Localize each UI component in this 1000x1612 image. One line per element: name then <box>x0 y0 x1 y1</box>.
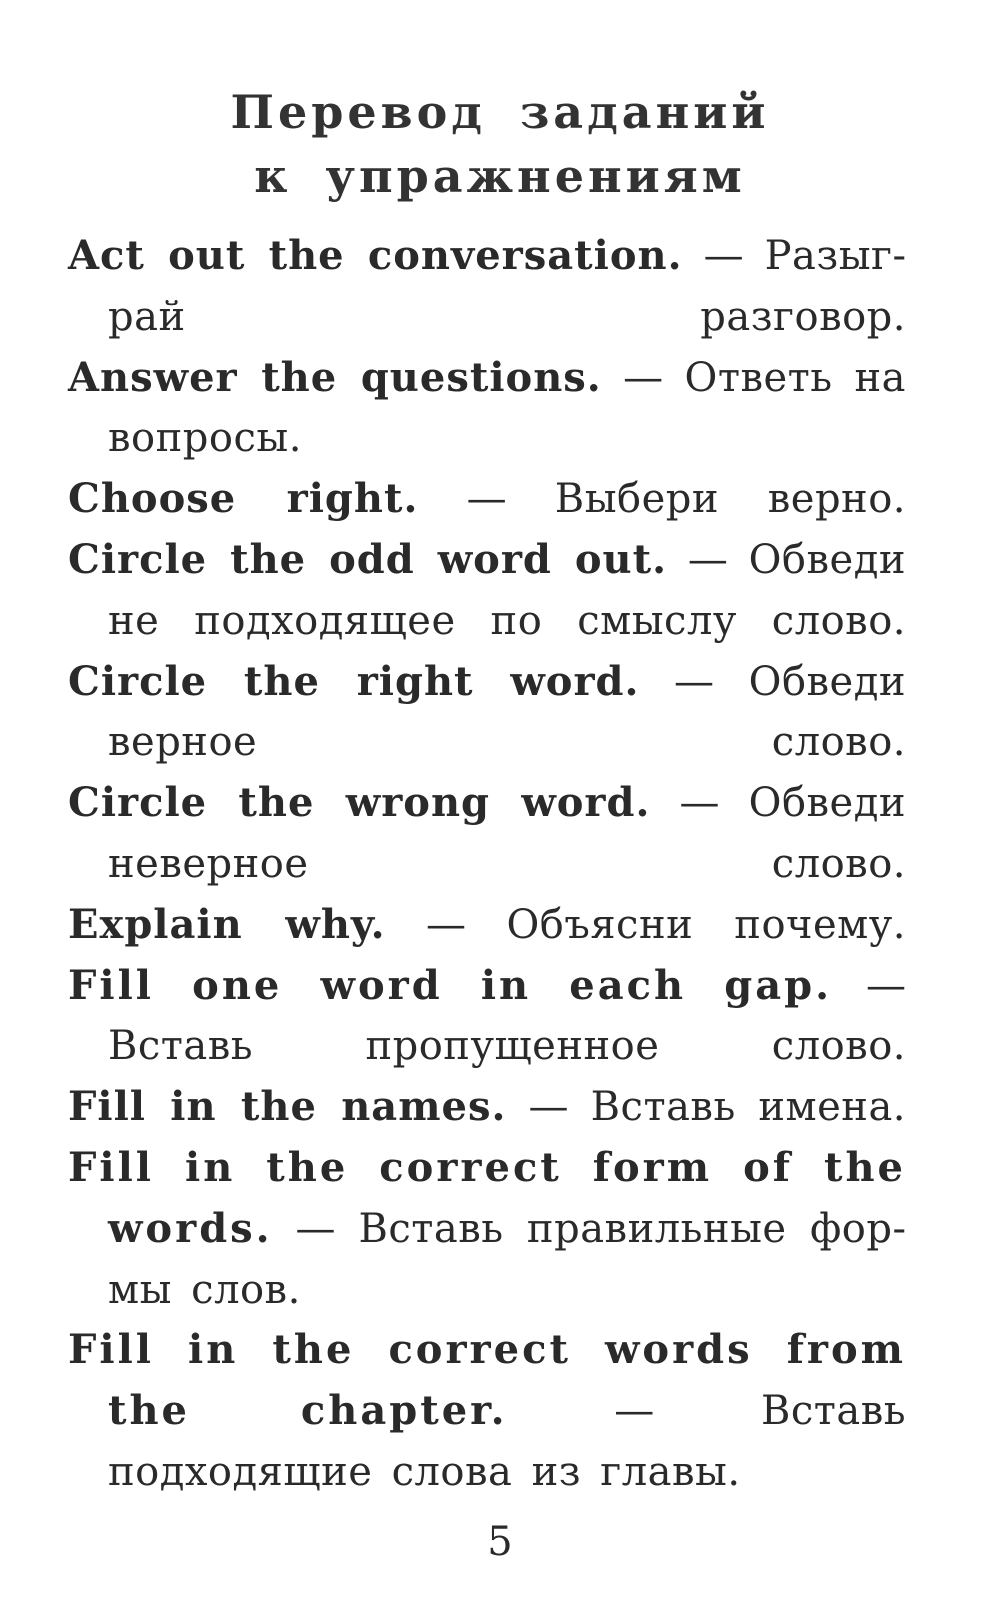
russian-translation: Обведи неверное слово. <box>108 780 907 887</box>
russian-translation: Вставь имена. <box>590 1084 906 1131</box>
glossary-entry <box>68 956 906 1078</box>
em-dash: — <box>679 780 720 827</box>
glossary-entry <box>68 348 906 470</box>
english-instruction: Circle the wrong word. <box>68 779 651 827</box>
russian-translation: Обведи не подходящее по смыслу слово. <box>108 536 906 644</box>
glossary-entry <box>68 895 906 956</box>
english-instruction: Answer the questions. <box>68 353 602 401</box>
em-dash: — <box>295 1205 336 1252</box>
russian-translation: Разыграй разговор. <box>108 233 907 340</box>
em-dash: — <box>614 1388 655 1435</box>
glossary-entry <box>68 1138 906 1320</box>
english-instruction: Explain why. <box>68 900 386 948</box>
page-title-line-2: к упражнениям <box>254 149 746 203</box>
russian-translation: Выбери верно. <box>554 476 906 523</box>
english-instruction: Circle the right word. <box>68 657 640 705</box>
em-dash: — <box>674 658 715 705</box>
english-instruction: Fill in the correct form of the words. <box>68 1143 906 1252</box>
glossary-entry <box>68 226 906 348</box>
russian-translation: Обведи верное слово. <box>108 658 907 766</box>
page-number: 5 <box>487 1519 513 1565</box>
glossary-entry <box>68 1077 906 1138</box>
english-instruction: Fill one word in each gap. <box>68 961 833 1009</box>
glossary-entry <box>68 773 906 895</box>
instruction-glossary <box>68 226 906 1503</box>
glossary-entry <box>68 469 906 530</box>
em-dash: — <box>703 233 744 279</box>
em-dash: — <box>687 536 728 583</box>
em-dash: — <box>528 1084 569 1131</box>
glossary-entry <box>68 1320 906 1502</box>
russian-translation: Объясни почему. <box>506 901 906 948</box>
english-instruction: Circle the odd word out. <box>68 535 668 583</box>
english-instruction: Fill in the names. <box>68 1083 507 1131</box>
russian-translation: Вставь правильные формы слов. <box>108 1205 907 1313</box>
glossary-entry <box>68 530 906 652</box>
page-title-line-1: Перевод заданий <box>230 85 770 139</box>
em-dash: — <box>466 476 507 523</box>
glossary-entry <box>68 652 906 774</box>
em-dash: — <box>623 354 664 401</box>
em-dash: — <box>426 901 466 948</box>
russian-translation: Ответь на вопросы. <box>108 354 906 462</box>
english-instruction: Act out the conversation. <box>68 232 683 279</box>
em-dash: — <box>866 962 907 1009</box>
english-instruction: Fill in the correct words from the chapter. <box>68 1326 906 1435</box>
russian-translation: Вставь подходящие слова из главы. <box>108 1388 907 1495</box>
page-title <box>0 80 1000 208</box>
russian-translation: Вставь пропущенное слово. <box>108 1023 906 1070</box>
english-instruction: Choose right. <box>68 475 419 523</box>
